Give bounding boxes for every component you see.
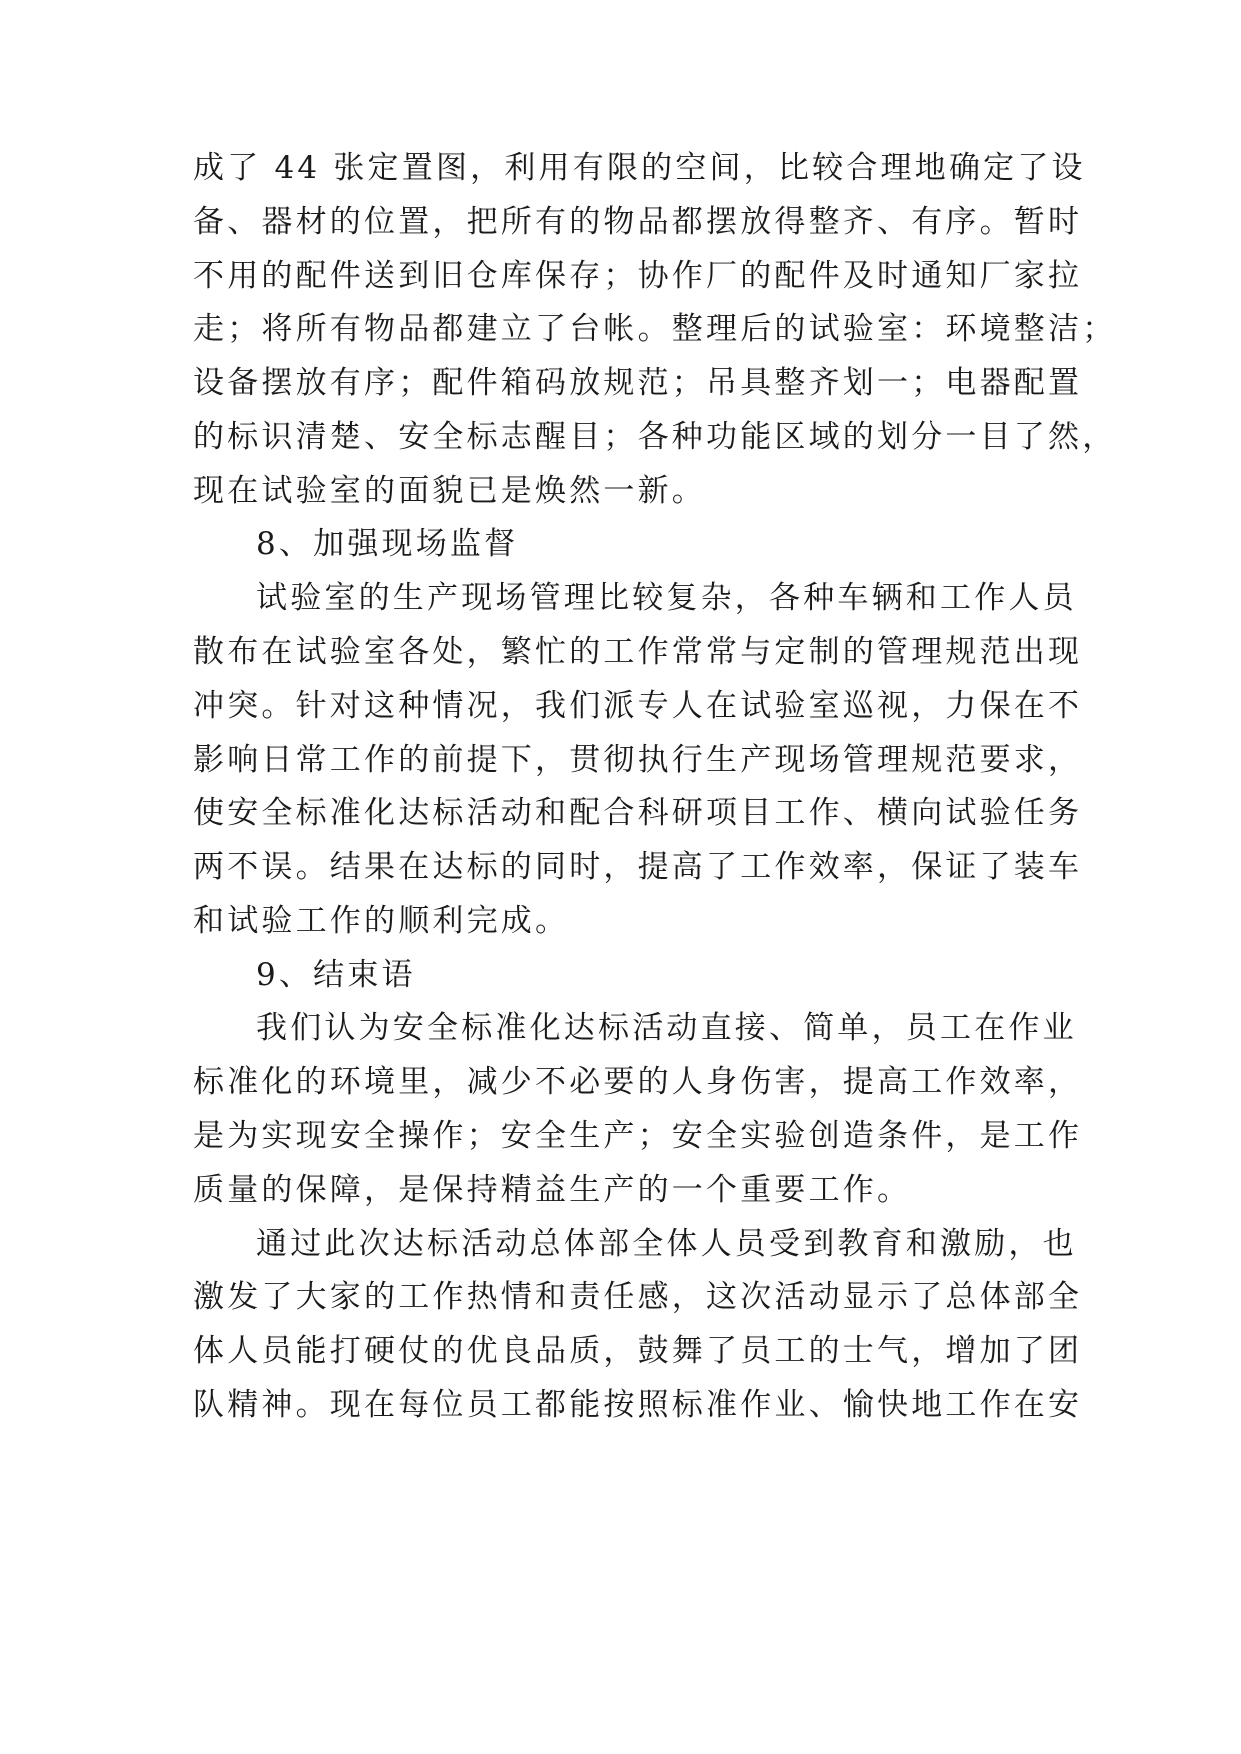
- text-line: 和试验工作的顺利完成。: [193, 903, 570, 939]
- text-line: 的标识清楚、安全标志醒目；各种功能区域的划分一目了然，: [193, 419, 1117, 455]
- text-line: 队精神。现在每位员工都能按照标准作业、愉快地工作在安: [193, 1387, 1083, 1423]
- text-line: 我们认为安全标准化达标活动直接、简单，员工在作业: [256, 1010, 1077, 1046]
- text-line: 体人员能打硬仗的优良品质，鼓舞了员工的士气，增加了团: [193, 1333, 1083, 1369]
- text-line: 影响日常工作的前提下，贯彻执行生产现场管理规范要求，: [193, 742, 1083, 778]
- text-line: 标准化的环境里，减少不必要的人身伤害，提高工作效率，: [193, 1064, 1083, 1100]
- text-line: 通过此次达标活动总体部全体人员受到教育和激励，也: [256, 1226, 1077, 1262]
- text-line: 试验室的生产现场管理比较复杂，各种车辆和工作人员: [256, 580, 1077, 616]
- text-line: 走；将所有物品都建立了台帐。整理后的试验室：环境整洁；: [193, 311, 1117, 347]
- section-heading: 8、加强现场监督: [256, 526, 519, 562]
- text-line: 质量的保障，是保持精益生产的一个重要工作。: [193, 1172, 912, 1208]
- text-line: 设备摆放有序；配件箱码放规范；吊具整齐划一；电器配置: [193, 365, 1083, 401]
- text-line: 现在试验室的面貌已是焕然一新。: [193, 473, 706, 509]
- text-line: 备、器材的位置，把所有的物品都摆放得整齐、有序。暂时: [193, 204, 1083, 240]
- text-line: 两不误。结果在达标的同时，提高了工作效率，保证了装车: [193, 849, 1083, 885]
- text-line: 不用的配件送到旧仓库保存；协作厂的配件及时通知厂家拉: [193, 258, 1083, 294]
- text-line: 使安全标准化达标活动和配合科研项目工作、横向试验任务: [193, 795, 1083, 831]
- text-line: 是为实现安全操作；安全生产；安全实验创造条件，是工作: [193, 1118, 1083, 1154]
- text-line: 成了 44 张定置图，利用有限的空间，比较合理地确定了设: [193, 150, 1086, 186]
- section-heading: 9、结束语: [256, 957, 416, 993]
- text-line: 冲突。针对这种情况，我们派专人在试验室巡视，力保在不: [193, 688, 1083, 724]
- text-line: 散布在试验室各处，繁忙的工作常常与定制的管理规范出现: [193, 634, 1083, 670]
- text-line: 激发了大家的工作热情和责任感，这次活动显示了总体部全: [193, 1279, 1083, 1315]
